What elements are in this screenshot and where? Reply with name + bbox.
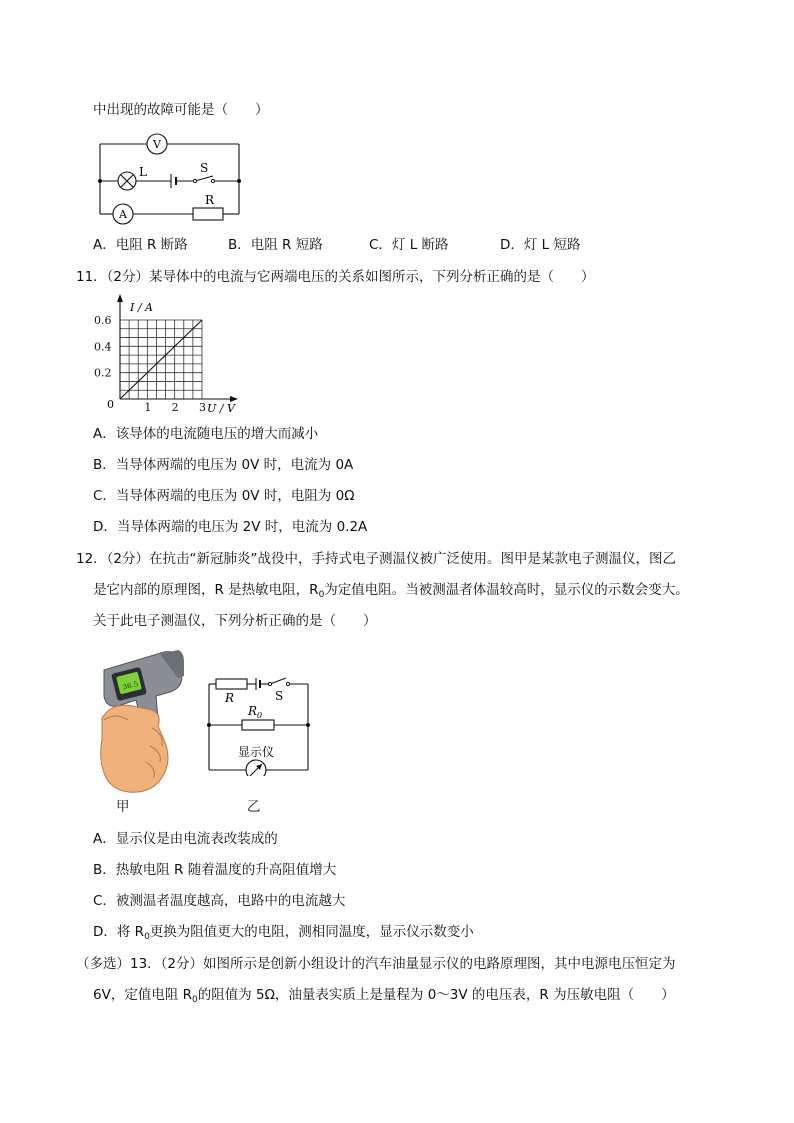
fig-a-label: 甲 [116, 799, 130, 815]
q13-stem-line1: （多选）13．（2分）如图所示是创新小组设计的汽车油量显示仪的电路原理图，其中电源电压恒定为 [76, 956, 676, 972]
voltmeter-label: V [153, 138, 161, 151]
x-tick-label: 2 [171, 401, 179, 414]
q12-stem-line2: 是它内部的原理图，R 是热敏电阻，$R_0$为定值电阻。当被测温者体温较高时，显示仪的示数会变大。 [93, 582, 689, 600]
x-tick-label: 3 [199, 401, 206, 414]
switch-label: S [200, 161, 209, 175]
q11-option-c: C．当导体两端的电压为 0V 时，电阻为 0Ω [93, 488, 355, 504]
q10-option-d: D．灯 L 短路 [500, 237, 581, 253]
q12-option-c: C．被测温者温度越高，电路中的电流越大 [93, 893, 346, 909]
q11-origin-label: 0 [107, 398, 114, 411]
q11-stem: 11．（2分）某导体中的电流与它两端电压的关系如图所示，下列分析正确的是（ ） [76, 269, 595, 285]
q12-option-a: A．显示仪是由电流表改装成的 [93, 831, 278, 847]
q13-stem-line2: 6V，定值电阻 $R_0$的阻值为 5Ω，油量表实质上是量程为 0～3V 的电压表，R 为压敏电阻（ ） [93, 987, 675, 1005]
q12-stem-line3: 关于此电子测温仪，下列分析正确的是（ ） [93, 613, 377, 629]
y-tick-label: 0.6 [94, 314, 112, 327]
y-tick-label: 0.2 [94, 366, 112, 380]
r-label: R [225, 691, 235, 705]
thermometer-gun-illustration [98, 648, 190, 796]
s-label: S [275, 689, 284, 703]
q12-circuit-diagram [200, 670, 318, 776]
r0-label: $R_0$ [248, 704, 263, 720]
q11-iu-chart [90, 294, 250, 418]
lamp-label: L [139, 165, 147, 179]
q11-option-d: D．当导体两端的电压为 2V 时，电流为 0.2A [93, 519, 368, 535]
q10-circuit-diagram [95, 128, 245, 228]
q10-stem-tail: 中出现的故障可能是（ ） [93, 102, 269, 118]
thermometer-screen-reading: 36.5 [121, 679, 140, 692]
display-label: 显示仪 [238, 745, 275, 759]
q12-stem-line1: 12．（2分）在抗击“新冠肺炎”战役中，手持式电子测温仪被广泛使用。图甲是某款电子测温仪，图乙 [76, 551, 677, 567]
q11-y-axis-label: I / A [130, 301, 153, 314]
q10-option-a: A．电阻 R 断路 [93, 237, 188, 253]
ammeter-label: A [119, 208, 127, 221]
q11-option-b: B．当导体两端的电压为 0V 时，电流为 0A [93, 457, 354, 473]
q10-option-c: C．灯 L 断路 [369, 237, 449, 253]
q11-option-a: A．该导体的电流随电压的增大而减小 [93, 426, 319, 442]
x-tick-label: 1 [144, 401, 152, 414]
q11-x-axis-label: U / V [207, 402, 235, 415]
q10-option-b: B．电阻 R 短路 [228, 237, 323, 253]
q12-option-b: B．热敏电阻 R 随着温度的升高阻值增大 [93, 862, 337, 878]
q11-series-line [120, 320, 202, 399]
y-tick-label: 0.4 [94, 340, 112, 354]
fig-b-label: 乙 [247, 799, 261, 815]
q12-option-d: D．将 $R_0$更换为阻值更大的电阻，测相同温度，显示仪示数变小 [93, 924, 474, 942]
resistor-label: R [205, 193, 215, 207]
